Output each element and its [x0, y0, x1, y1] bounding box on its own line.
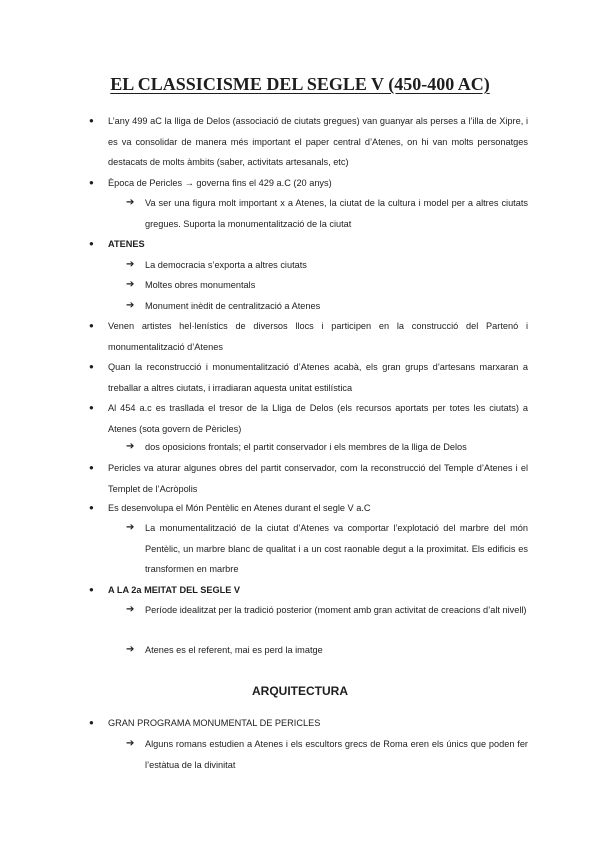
bullet-icon: ● — [89, 178, 94, 187]
bullet-icon: ● — [89, 403, 94, 412]
bullet-icon: ● — [89, 718, 94, 727]
sub-list-item — [126, 600, 528, 621]
arrow-icon: ➔ — [126, 300, 135, 311]
page-title-text: EL CLASSICISME DEL SEGLE V (450-400 AC) — [110, 74, 490, 94]
arrow-icon: ➔ — [126, 522, 135, 533]
list-item-text: Venen artistes hel·lenístics de diversos llocs i participen en la construcció del Partenó i monumentalització d’Atenes — [108, 321, 528, 352]
list-item — [89, 173, 528, 194]
list-item-text: La democracia s’exporta a altres ciutats — [145, 260, 307, 270]
list-item-text: dos oposicions frontals; el partit conservador i els membres de la lliga de Delos — [145, 442, 467, 452]
bullet-icon: ● — [89, 362, 94, 371]
list-item-text: La monumentalització de la ciutat d’Atenes va comportar l’explotació del marbre del món Pentèlic, un marbre blanc de qualitat i a un cost raonable degut a la proximitat. Els edificis es transformen en marbre — [145, 523, 528, 575]
list-item-text: Època de Pericles → governa fins el 429 a.C (20 anys) — [108, 178, 332, 188]
list-item-text: Atenes es el referent, mai es perd la imatge — [145, 645, 323, 655]
list-item-text: A LA 2a MEITAT DEL SEGLE V — [108, 585, 241, 595]
list-item-text: Pericles va aturar algunes obres del partit conservador, com la reconstrucció del Temple d’Atenes i el Templet de l’Acròpolis — [108, 463, 528, 494]
list-item-text: Monument inèdit de centralització a Atenes — [145, 301, 321, 311]
list-item — [89, 580, 528, 601]
bullet-icon: ● — [89, 463, 94, 472]
bullet-icon: ● — [89, 116, 94, 125]
list-item-text: ATENES — [108, 239, 145, 249]
arrow-icon: ➔ — [126, 441, 135, 452]
sub-list-item — [126, 255, 528, 276]
bullet-icon: ● — [89, 585, 94, 594]
sub-list-item — [126, 193, 528, 234]
arrow-icon: ➔ — [126, 738, 135, 749]
list-item — [89, 357, 528, 398]
sub-list-item — [126, 437, 528, 458]
bullet-icon: ● — [89, 321, 94, 330]
sub-list-item — [126, 518, 528, 580]
bullet-icon: ● — [89, 239, 94, 248]
page-title — [0, 74, 600, 95]
section-heading: ARQUITECTURA — [252, 684, 348, 698]
sub-list-item — [126, 296, 528, 317]
list-item — [89, 458, 528, 499]
list-item — [89, 498, 528, 519]
list-item-text: Alguns romans estudien a Atenes i els escultors grecs de Roma eren els únics que poden fer l’estàtua de la divinitat — [145, 739, 528, 770]
list-item-text: Va ser una figura molt important x a Atenes, la ciutat de la cultura i model per a altres ciutats gregues. Suporta la monumentalització de la ciutat — [145, 198, 528, 229]
list-item-text: Quan la reconstrucció i monumentalització d’Atenes acabà, els gran grups d’artesans marxaran a treballar a altres ciutats, i irradiaran aquesta unitat estilística — [108, 362, 528, 393]
list-item-text: L’any 499 aC la lliga de Delos (associació de ciutats gregues) van guanyar als perses a l’illa de Xipre, i es va consolidar de manera més important el paper central d’Atenes, on hi van molts personatges destacats de molts àmbits (saber, activitats artesanals, etc) — [108, 116, 528, 168]
list-item-text: Al 454 a.c es trasllada el tresor de la Lliga de Delos (els recursos aportats per totes les ciutats) a Atenes (sota govern de Pèricles) — [108, 403, 528, 434]
list-item-text: Moltes obres monumentals — [145, 280, 256, 290]
sub-list-item — [126, 734, 528, 775]
list-item — [89, 111, 528, 173]
list-item-text: Període idealitzat per la tradició posterior (moment amb gran activitat de creacions d’alt nivell) — [145, 605, 527, 615]
arrow-icon: ➔ — [126, 279, 135, 290]
list-item-text: GRAN PROGRAMA MONUMENTAL DE PERICLES — [108, 718, 321, 728]
list-item — [89, 398, 528, 439]
arrow-icon: ➔ — [126, 604, 135, 615]
arrow-icon: ➔ — [126, 197, 135, 208]
sub-list-item — [126, 640, 528, 661]
sub-list-item — [126, 275, 528, 296]
list-item — [89, 234, 528, 255]
list-item — [89, 713, 528, 734]
list-item-text: Es desenvolupa el Món Pentèlic en Atenes durant el segle V a.C — [108, 503, 371, 513]
arrow-icon: ➔ — [126, 259, 135, 270]
list-item — [89, 316, 528, 357]
arrow-icon: ➔ — [126, 644, 135, 655]
bullet-icon: ● — [89, 503, 94, 512]
